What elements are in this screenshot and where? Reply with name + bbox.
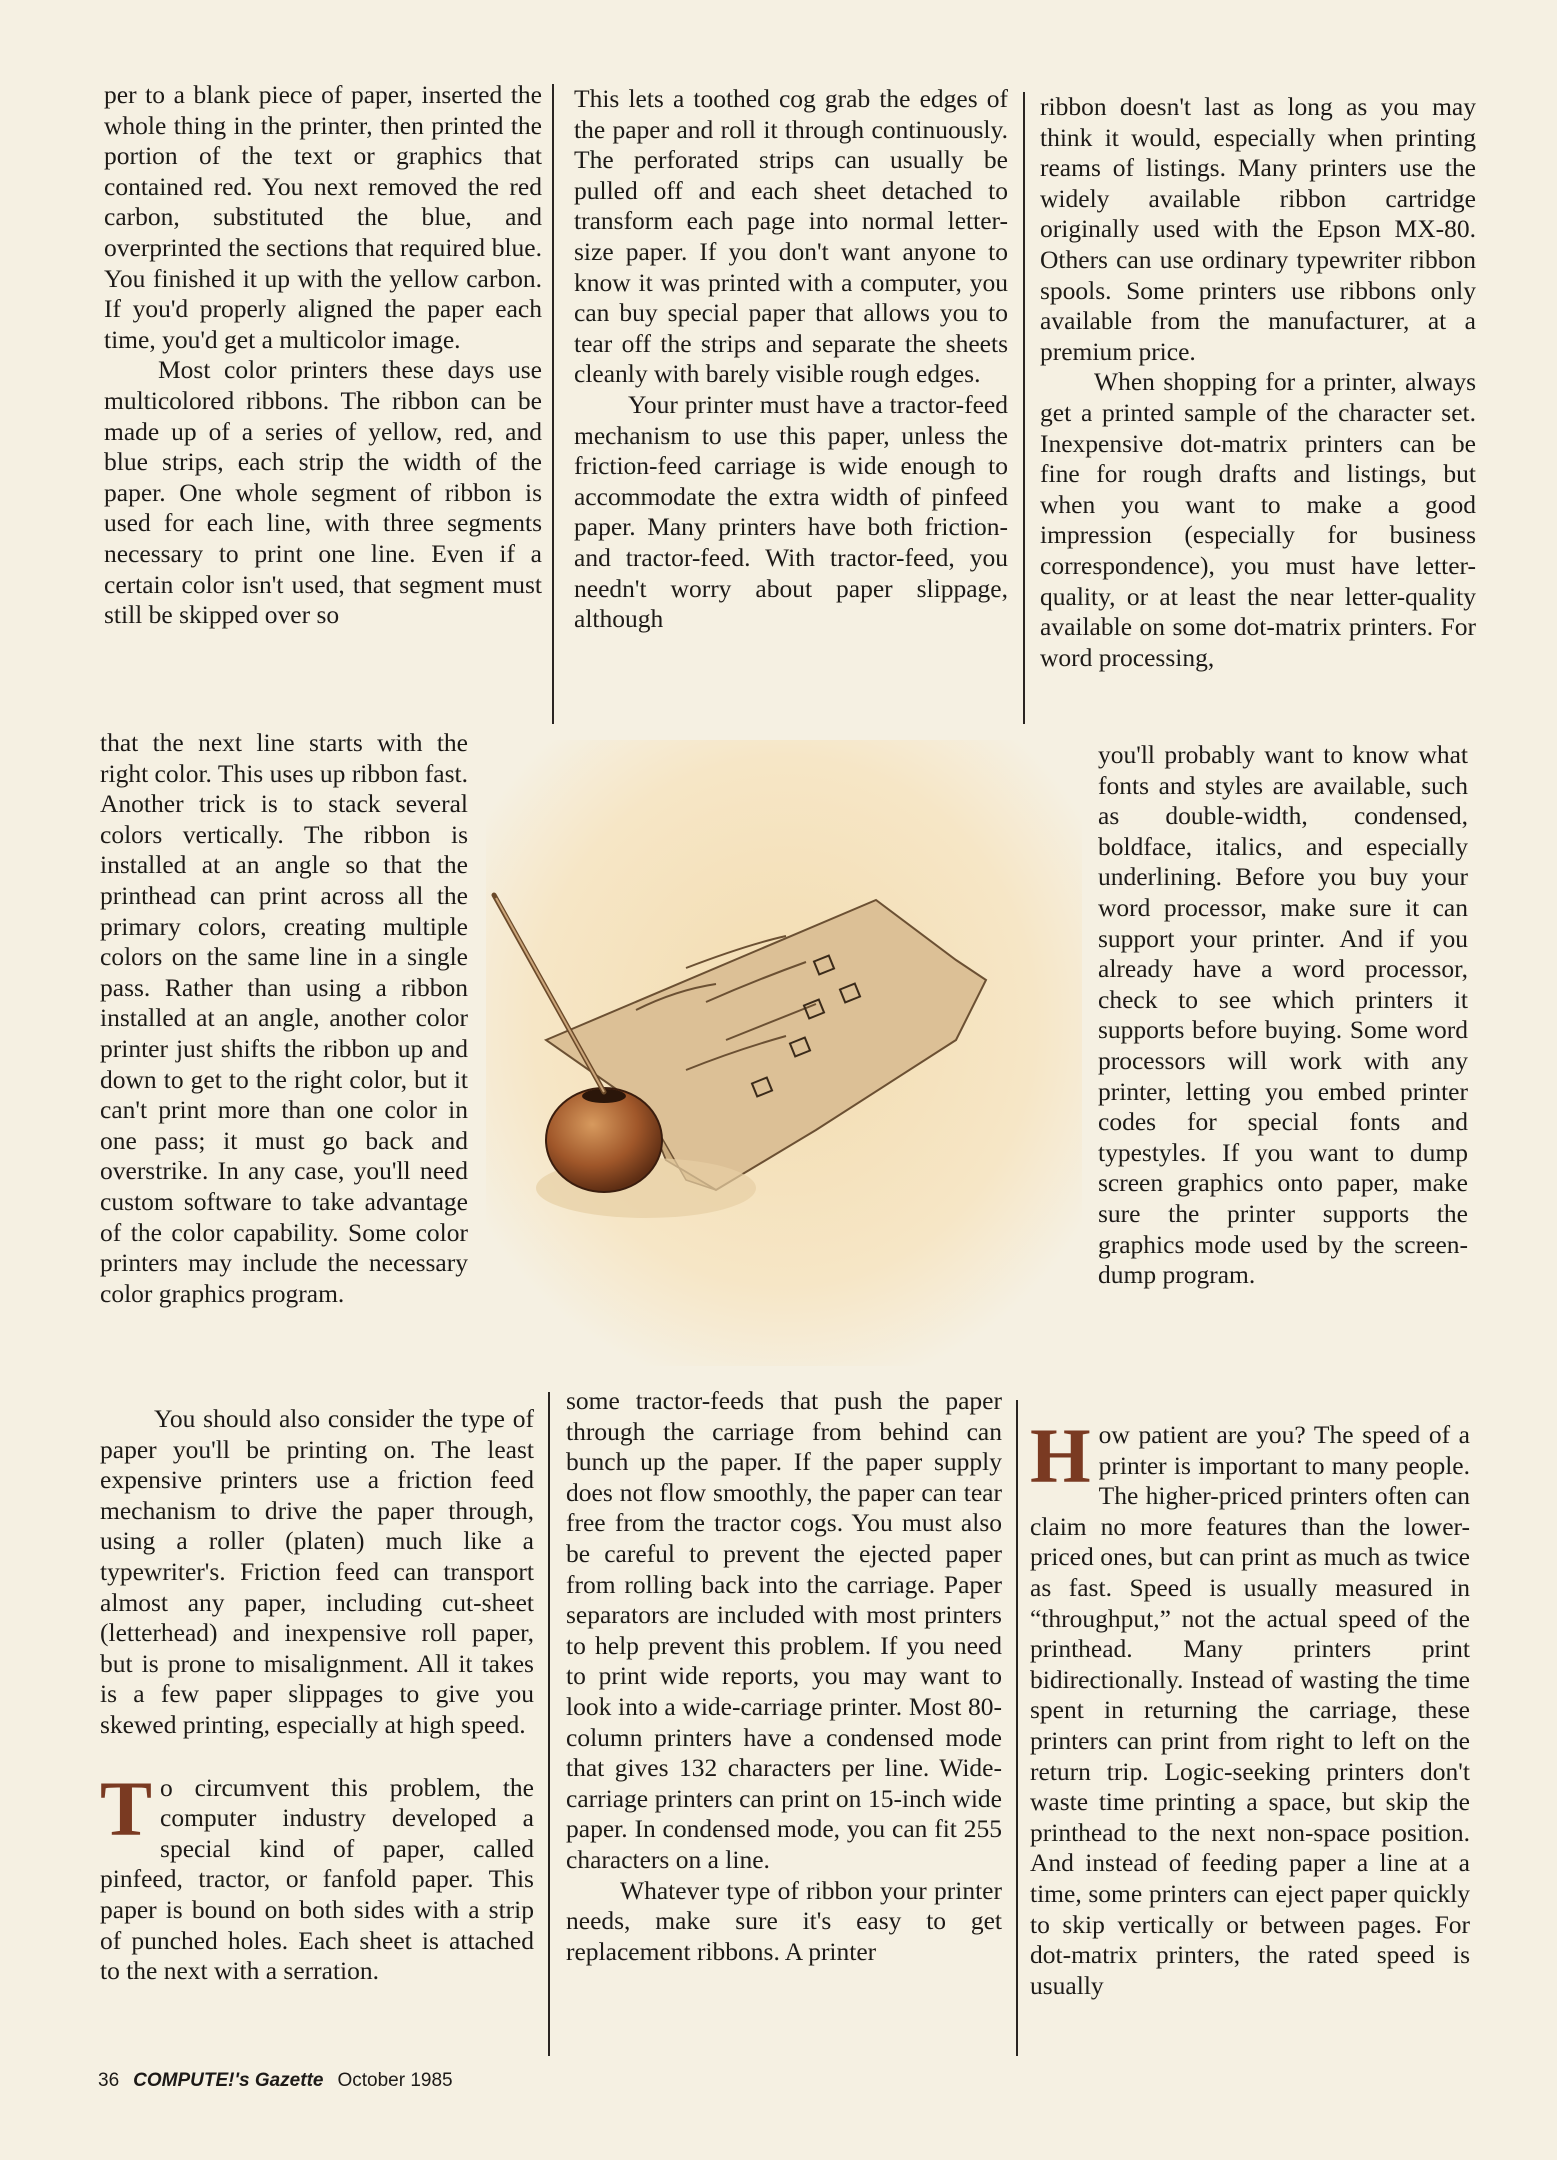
paragraph: Your printer must have a tractor-feed mechanism to use this paper, unless the friction-feed carriage is wide enough to accommodate the extra width of pinfeed paper. Many printers have both friction- and tractor-feed. With tractor-feed, you needn't worry about paper slippage, although xyxy=(574,389,1008,634)
column-3-bottom xyxy=(1030,1412,1470,2001)
column-rule xyxy=(1023,92,1025,724)
paragraph: This lets a toothed cog grab the edges of the paper and roll it through continuously. The perforated strips can usually be pulled off and each sheet detached to transform each page into normal letter-size paper. If you don't want anyone to know it was printed with a computer, you can buy special paper that allows you to tear off the strips and separate the sheets cleanly with barely visible rough edges. xyxy=(574,84,1008,389)
column-2-top xyxy=(574,84,1008,635)
quill-inkpot-illustration xyxy=(486,740,1082,1366)
paragraph-text: ow patient are you? The speed of a printer is important to many people. The higher-priced printers often can claim no more features than the lower-priced ones, but can print as much as twice as fast. Speed is usually measured in “throughput,” not the actual speed of the printhead. Many printers print bidirectionally. Instead of wasting the time spent in returning the carriage, these printers can print from right to left on the return trip. Logic-seeking printers don't waste time printing a space, but skip the printhead to the next non-space position. And instead of feeding paper a line at a time, some printers can eject paper quickly to skip vertically or between pages. For dot-matrix printers, the rated speed is usually xyxy=(1030,1420,1470,2000)
paragraph: Whatever type of ribbon your printer needs, make sure it's easy to get replacement ribbons. A printer xyxy=(566,1875,1002,1966)
issue-date: October 1985 xyxy=(337,2070,453,2091)
paragraph-text: o circumvent this problem, the computer industry developed a special kind of paper, called pinfeed, tractor, or fanfold paper. This paper is bound on both sides with a strip of punched holes. Each sheet is attached to the next with a serration. xyxy=(100,1772,534,1986)
column-1-wrap xyxy=(100,728,468,1309)
column-1-bottom xyxy=(100,1404,534,1987)
paragraph: Most color printers these days use multicolored ribbons. The ribbon can be made up of a series of yellow, red, and blue strips, each strip the width of the paper. One whole segment of ribbon is used for each line, with three segments necessary to print one line. Even if a certain color isn't used, that segment must still be skipped over so xyxy=(104,355,542,630)
column-3-wrap xyxy=(1098,740,1468,1291)
paragraph: that the next line starts with the right color. This uses up ribbon fast. Another trick is to stack several colors vertically. The ribbon is installed at an angle so that the printhead can print across all the primary colors, creating multiple colors on the same line in a single pass. Rather than using a ribbon installed at an angle, another color printer just shifts the ribbon up and down to get to the right color, but it can't print more than one color in one pass; it must go back and overstrike. In any case, you'll need custom software to take advantage of the color capability. Some color printers may include the necessary color graphics program. xyxy=(100,728,468,1308)
paragraph: ribbon doesn't last as long as you may think it would, especially when printing reams of listings. Many printers use the widely available ribbon cartridge originally used with the Epson MX-80. Others can use ordinary typewriter ribbon spools. Some printers use ribbons only available from the manufacturer, at a premium price. xyxy=(1040,92,1476,366)
column-rule xyxy=(1016,1400,1018,2056)
paragraph: You should also consider the type of paper you'll be printing on. The least expensive printers use a friction feed mechanism to drive the paper through, using a roller (platen) much like a typewriter's. Friction feed can transport almost any paper, including cut-sheet (letterhead) and inexpensive roll paper, but is prone to misalignment. All it takes is a few paper slippages to give you skewed printing, especially at high speed. xyxy=(100,1404,534,1739)
paragraph: When shopping for a printer, always get a printed sample of the character set. Inexpensive dot-matrix printers can be fine for rough drafts and listings, but when you want to make a good impression (especially for business correspondence), you must have letter-quality, or at least the near letter-quality available on some dot-matrix printers. For word processing, xyxy=(1040,367,1476,672)
paragraph xyxy=(100,1764,534,1987)
page-number: 36 xyxy=(98,2070,120,2091)
drop-cap: T xyxy=(100,1764,153,1852)
column-1-top xyxy=(104,80,542,631)
paragraph: per to a blank piece of paper, inserted the whole thing in the printer, then printed the portion of the text or graphics that contained red. You next removed the red carbon, substituted the blue, and overprinted the sections that required blue. You finished it up with the yellow carbon. If you'd properly aligned the paper each time, you'd get a multicolor image. xyxy=(104,80,542,354)
column-2-bottom xyxy=(566,1386,1002,1967)
column-3-top xyxy=(1040,92,1476,673)
column-rule xyxy=(548,1392,550,2056)
paragraph xyxy=(1030,1412,1470,2001)
inkpot xyxy=(546,1088,662,1192)
drop-cap: H xyxy=(1030,1412,1091,1499)
column-rule xyxy=(552,84,554,724)
paragraph: you'll probably want to know what fonts and styles are available, such as double-width, condensed, boldface, italics, and especially underlining. Before you buy your word processor, make sure it can support your printer. And if you already have a word processor, check to see which printers it supports before buying. Some word processors will work with any printer, letting you embed printer codes for special fonts and typestyles. If you want to dump screen graphics onto paper, make sure the printer supports the graphics mode used by the screen-dump program. xyxy=(1098,740,1468,1290)
publication-name: COMPUTE!'s Gazette xyxy=(133,2070,324,2091)
page-footer xyxy=(98,2070,453,2092)
paragraph: some tractor-feeds that push the paper through the carriage from behind can bunch up the paper. If the paper supply does not flow smoothly, the paper can tear free from the tractor cogs. You must also be careful to prevent the ejected paper from rolling back into the carriage. Paper separators are included with most printers to help prevent this problem. If you need to print wide reports, you may want to look into a wide-carriage printer. Most 80-column printers have a condensed mode that gives 132 characters per line. Wide-carriage printers can print on 15-inch wide paper. In condensed mode, you can fit 255 characters on a line. xyxy=(566,1386,1002,1874)
